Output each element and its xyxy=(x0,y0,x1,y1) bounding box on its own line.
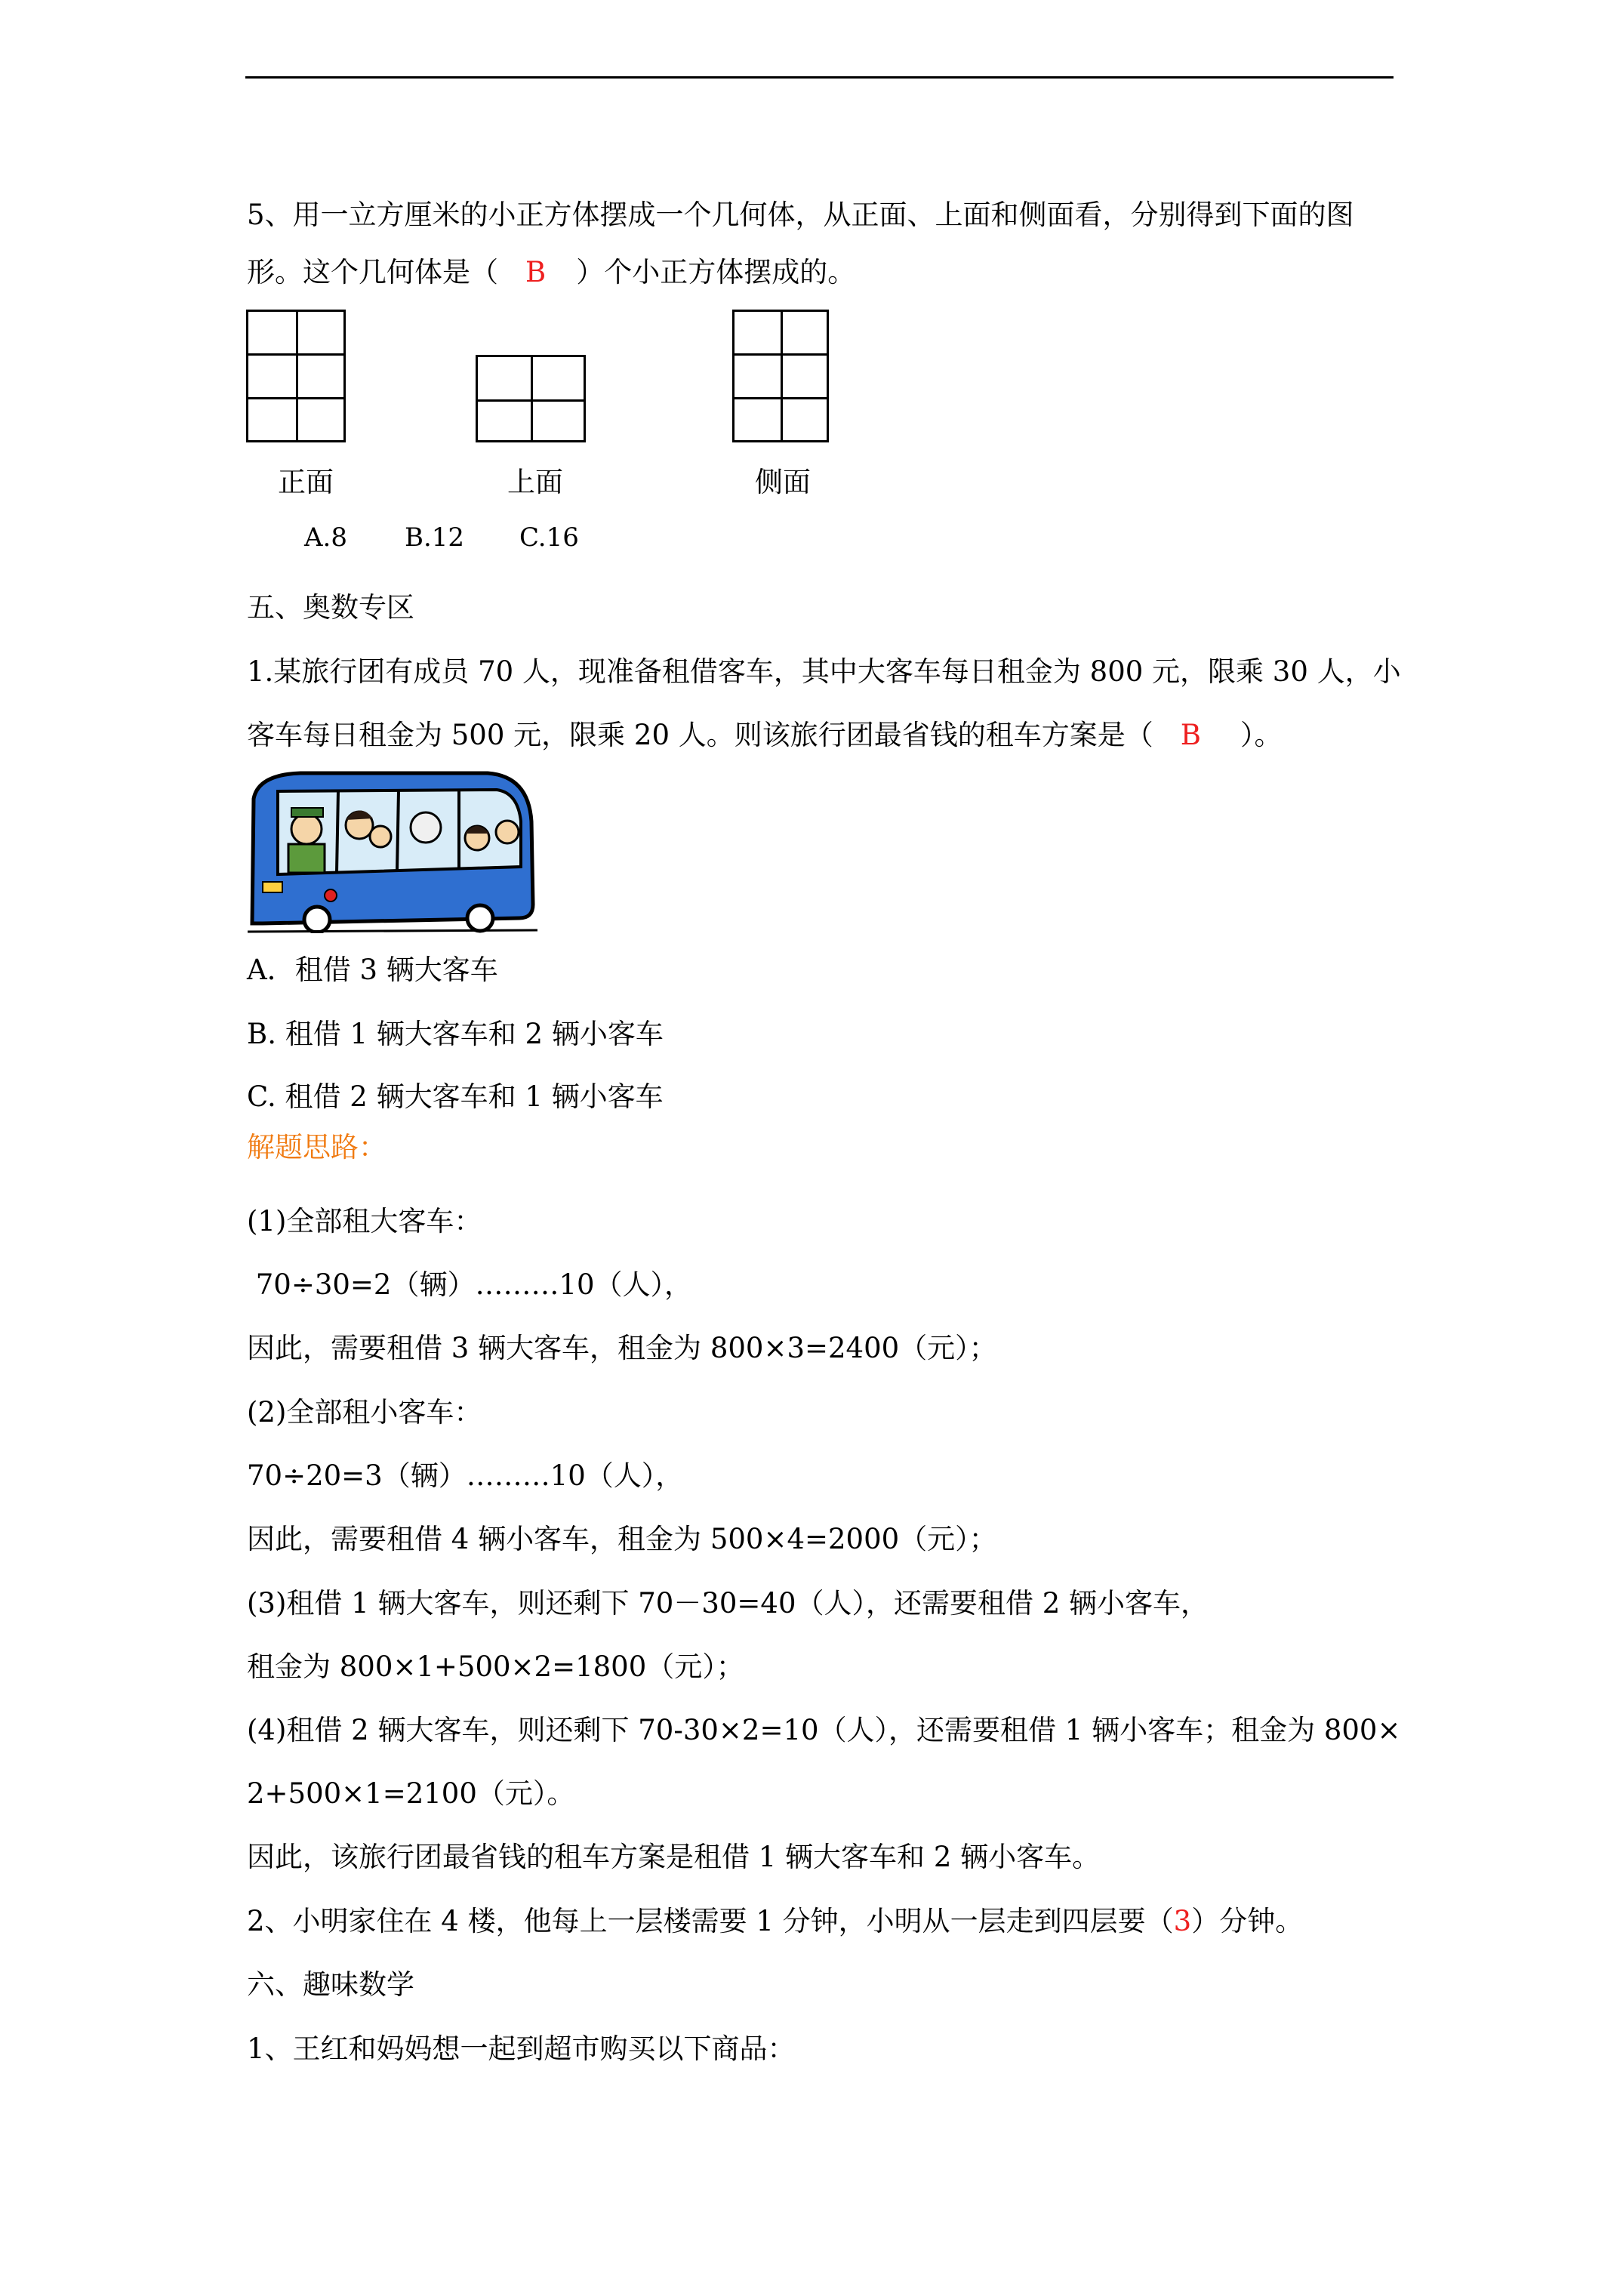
side-view-caption: 侧面 xyxy=(755,466,811,498)
section6-title: 六、趣味数学 xyxy=(247,1968,414,2001)
solution-line-7: (3)租借 1 辆大客车，则还剩下 70－30=40（人），还需要租借 2 辆小客车， xyxy=(247,1587,1209,1620)
solution-title: 解题思路： xyxy=(247,1131,387,1163)
top-view-grid xyxy=(476,355,586,442)
bus-illustration xyxy=(248,769,537,933)
solution-line-4: (2)全部租小客车： xyxy=(247,1396,482,1428)
q5-line1: 5、用一立方厘米的小正方体摆成一个几何体，从正面、上面和侧面看，分别得到下面的图 xyxy=(247,199,1354,231)
p1-answer: B xyxy=(1180,719,1201,751)
p1-line1: 1.某旅行团有成员 70 人，现准备租借客车，其中大客车每日租金为 800 元，限乘 30 人，小 xyxy=(247,655,1401,688)
p1-option-b: B. 租借 1 辆大客车和 2 辆小客车 xyxy=(247,1018,664,1050)
p1-option-c: C. 租借 2 辆大客车和 1 辆小客车 xyxy=(247,1080,664,1113)
solution-line-2: 70÷30=2（辆）………10（人）， xyxy=(247,1268,693,1301)
solution-line-1: (1)全部租大客车： xyxy=(247,1205,482,1237)
section5-title: 五、奥数专区 xyxy=(247,591,414,624)
side-view-grid xyxy=(732,310,829,442)
q5-answer: B xyxy=(525,256,547,288)
p1-line2: 客车每日租金为 500 元，限乘 20 人。则该旅行团最省钱的租车方案是（ B ）。 xyxy=(247,719,1283,751)
front-view-grid xyxy=(246,310,346,442)
q5-option-a: A.8 xyxy=(304,522,347,553)
q5-line2: 形。这个几何体是（ B ）个小正方体摆成的。 xyxy=(247,256,856,288)
header-rule xyxy=(245,76,1394,79)
q5-option-b: B.12 xyxy=(405,522,465,553)
p1-option-a: A．租借 3 辆大客车 xyxy=(247,954,498,986)
solution-line-11: 因此，该旅行团最省钱的租车方案是租借 1 辆大客车和 2 辆小客车。 xyxy=(247,1841,1101,1873)
p2-answer: 3 xyxy=(1173,1905,1192,1937)
solution-line-6: 因此，需要租借 4 辆小客车，租金为 500×4=2000（元）； xyxy=(247,1523,997,1555)
q5-option-c: C.16 xyxy=(519,522,579,553)
p2-line: 2、小明家住在 4 楼，他每上一层楼需要 1 分钟，小明从一层走到四层要（3）分钟。 xyxy=(247,1905,1304,1937)
solution-line-5: 70÷20=3（辆）………10（人）， xyxy=(247,1459,684,1492)
solution-line-3: 因此，需要租借 3 辆大客车，租金为 800×3=2400（元）； xyxy=(247,1332,997,1364)
solution-line-10: 2+500×1=2100（元）。 xyxy=(247,1777,575,1810)
solution-line-8: 租金为 800×1+500×2=1800（元）； xyxy=(247,1650,744,1683)
solution-line-9: (4)租借 2 辆大客车，则还剩下 70-30×2=10（人），还需要租借 1 辆小客车；租金为 800× xyxy=(247,1714,1401,1746)
front-view-caption: 正面 xyxy=(278,466,334,498)
p3-line1: 1、王红和妈妈想一起到超市购买以下商品： xyxy=(247,2032,796,2065)
top-view-caption: 上面 xyxy=(507,466,563,498)
